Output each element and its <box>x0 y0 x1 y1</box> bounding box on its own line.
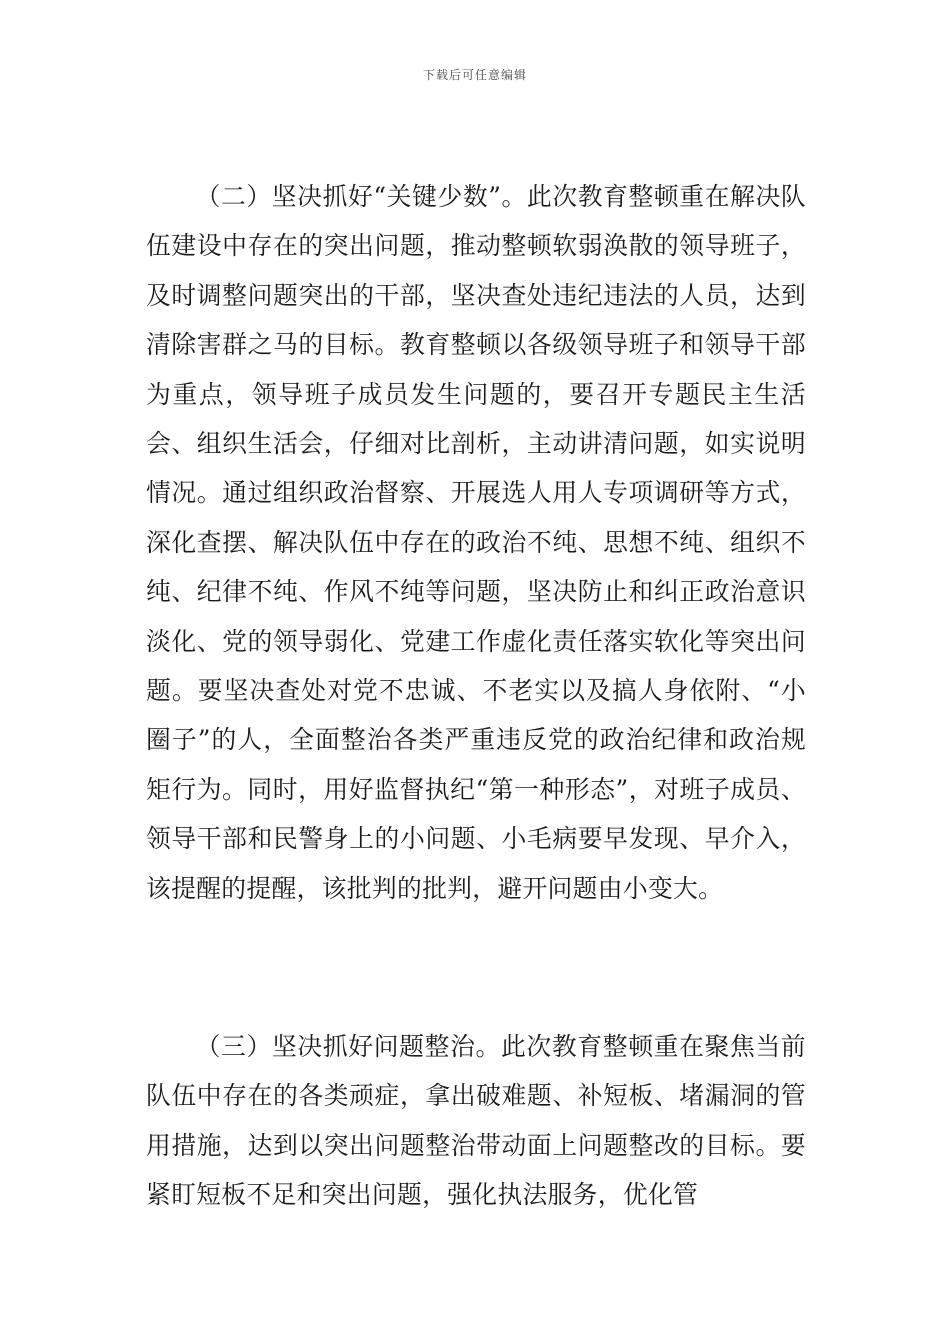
paragraph-section-3: （三）坚决抓好问题整治。此次教育整顿重在聚焦当前队伍中存在的各类顽症，拿出破难题、补短板、堵漏洞的管用措施，达到以突出问题整治带动面上问题整改的目标。要紧盯短板不足和突出问题，强化执法服务，优化管 <box>146 1032 806 1210</box>
header-note: 下载后可任意编辑 <box>422 68 527 82</box>
paragraph-section-2: （二）坚决抓好“关键少数”。此次教育整顿重在解决队伍建设中存在的突出问题，推动整顿软弱涣散的领导班子，及时调整问题突出的干部，坚决查处违纪违法的人员，达到清除害群之马的目标。教育整顿以各级领导班子和领导干部为重点，领导班子成员发生问题的，要召开专题民主生活会、组织生活会，仔细对比剖析，主动讲清问题，如实说明情况。通过组织政治督察、开展选人用人专项调研等方式，深化查摆、解决队伍中存在的政治不纯、思想不纯、组织不纯、纪律不纯、作风不纯等问题，坚决防止和纠正政治意识淡化、党的领导弱化、党建工作虚化责任落实软化等突出问题。要坚决查处对党不忠诚、不老实以及搞人身依附、“小圈子”的人，全面整治各类严重违反党的政治纪律和政治规矩行为。同时，用好监督执纪“第一种形态”，对班子成员、领导干部和民警身上的小问题、小毛病要早发现、早介入，该提醒的提醒，该批判的批判，避开问题由小变大。 <box>146 182 806 903</box>
